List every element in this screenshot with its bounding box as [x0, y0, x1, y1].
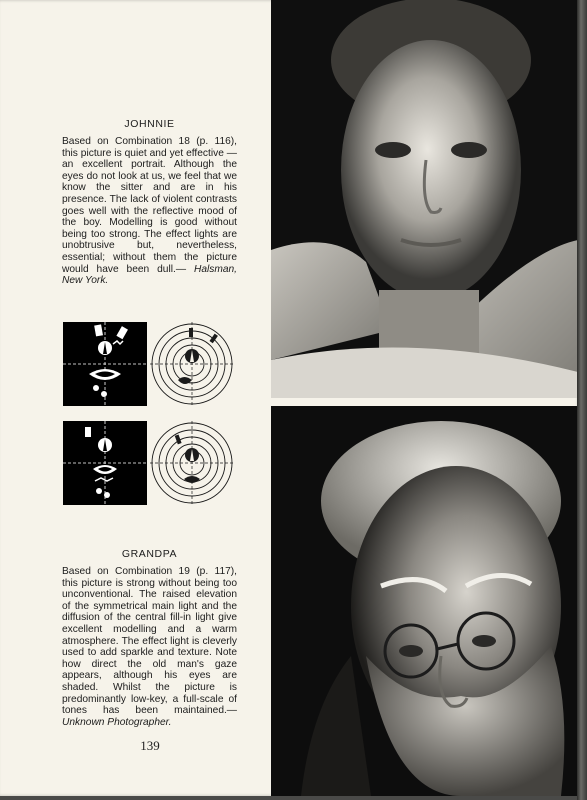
johnnie-caption — [62, 136, 237, 287]
grandpa-credit: Unknown Photographer. — [62, 716, 172, 728]
book-spine — [577, 0, 587, 800]
johnnie-title: JOHNNIE — [124, 118, 175, 130]
grandpa-caption — [62, 566, 237, 728]
grandpa-photo — [271, 406, 578, 796]
grandpa-caption-text: Based on Combination 19 (p. 117), this picture is strong without being too unconventional. The raised elevation of the symmetrical main light and the diffusion of the central fill-in light give excellent modelling and a warm atmosphere. The effect light is cleverly used to add sparkle and texture. Note how direct the old man's gaze appears, although his eyes are shaded. Whilst the picture is predominantly low-key, a full-scale of tones has been maintained.— — [62, 566, 237, 717]
johnnie-photo — [271, 0, 578, 398]
grandpa-title: GRANDPA — [121, 548, 178, 560]
lighting-front-view-diagram-1 — [63, 322, 147, 406]
lighting-plan-view-diagram-1 — [150, 322, 234, 406]
johnnie-credit: Halsman, New York. — [62, 263, 237, 287]
page-number: 139 — [140, 738, 160, 753]
grandpa-portrait-image — [271, 406, 578, 796]
lighting-front-view-diagram-2 — [63, 421, 147, 505]
lighting-front-view-graphic-1 — [63, 322, 147, 406]
lighting-front-view-graphic-2 — [63, 421, 147, 505]
lighting-plan-view-diagram-2 — [150, 421, 234, 505]
johnnie-caption-text: Based on Combination 18 (p. 116), this picture is quiet and yet effective —an excellent portrait. Although the eyes do not look at us, we feel that we know the sitter and are in his presence. The lack of violent contrasts goes well with the reflective mood of the boy. Modelling is good without being too strong. The effect lights are unobtrusive but, nevertheless, essential; without them the picture would have been dull.— — [62, 136, 237, 275]
johnnie-portrait-image — [271, 0, 578, 398]
